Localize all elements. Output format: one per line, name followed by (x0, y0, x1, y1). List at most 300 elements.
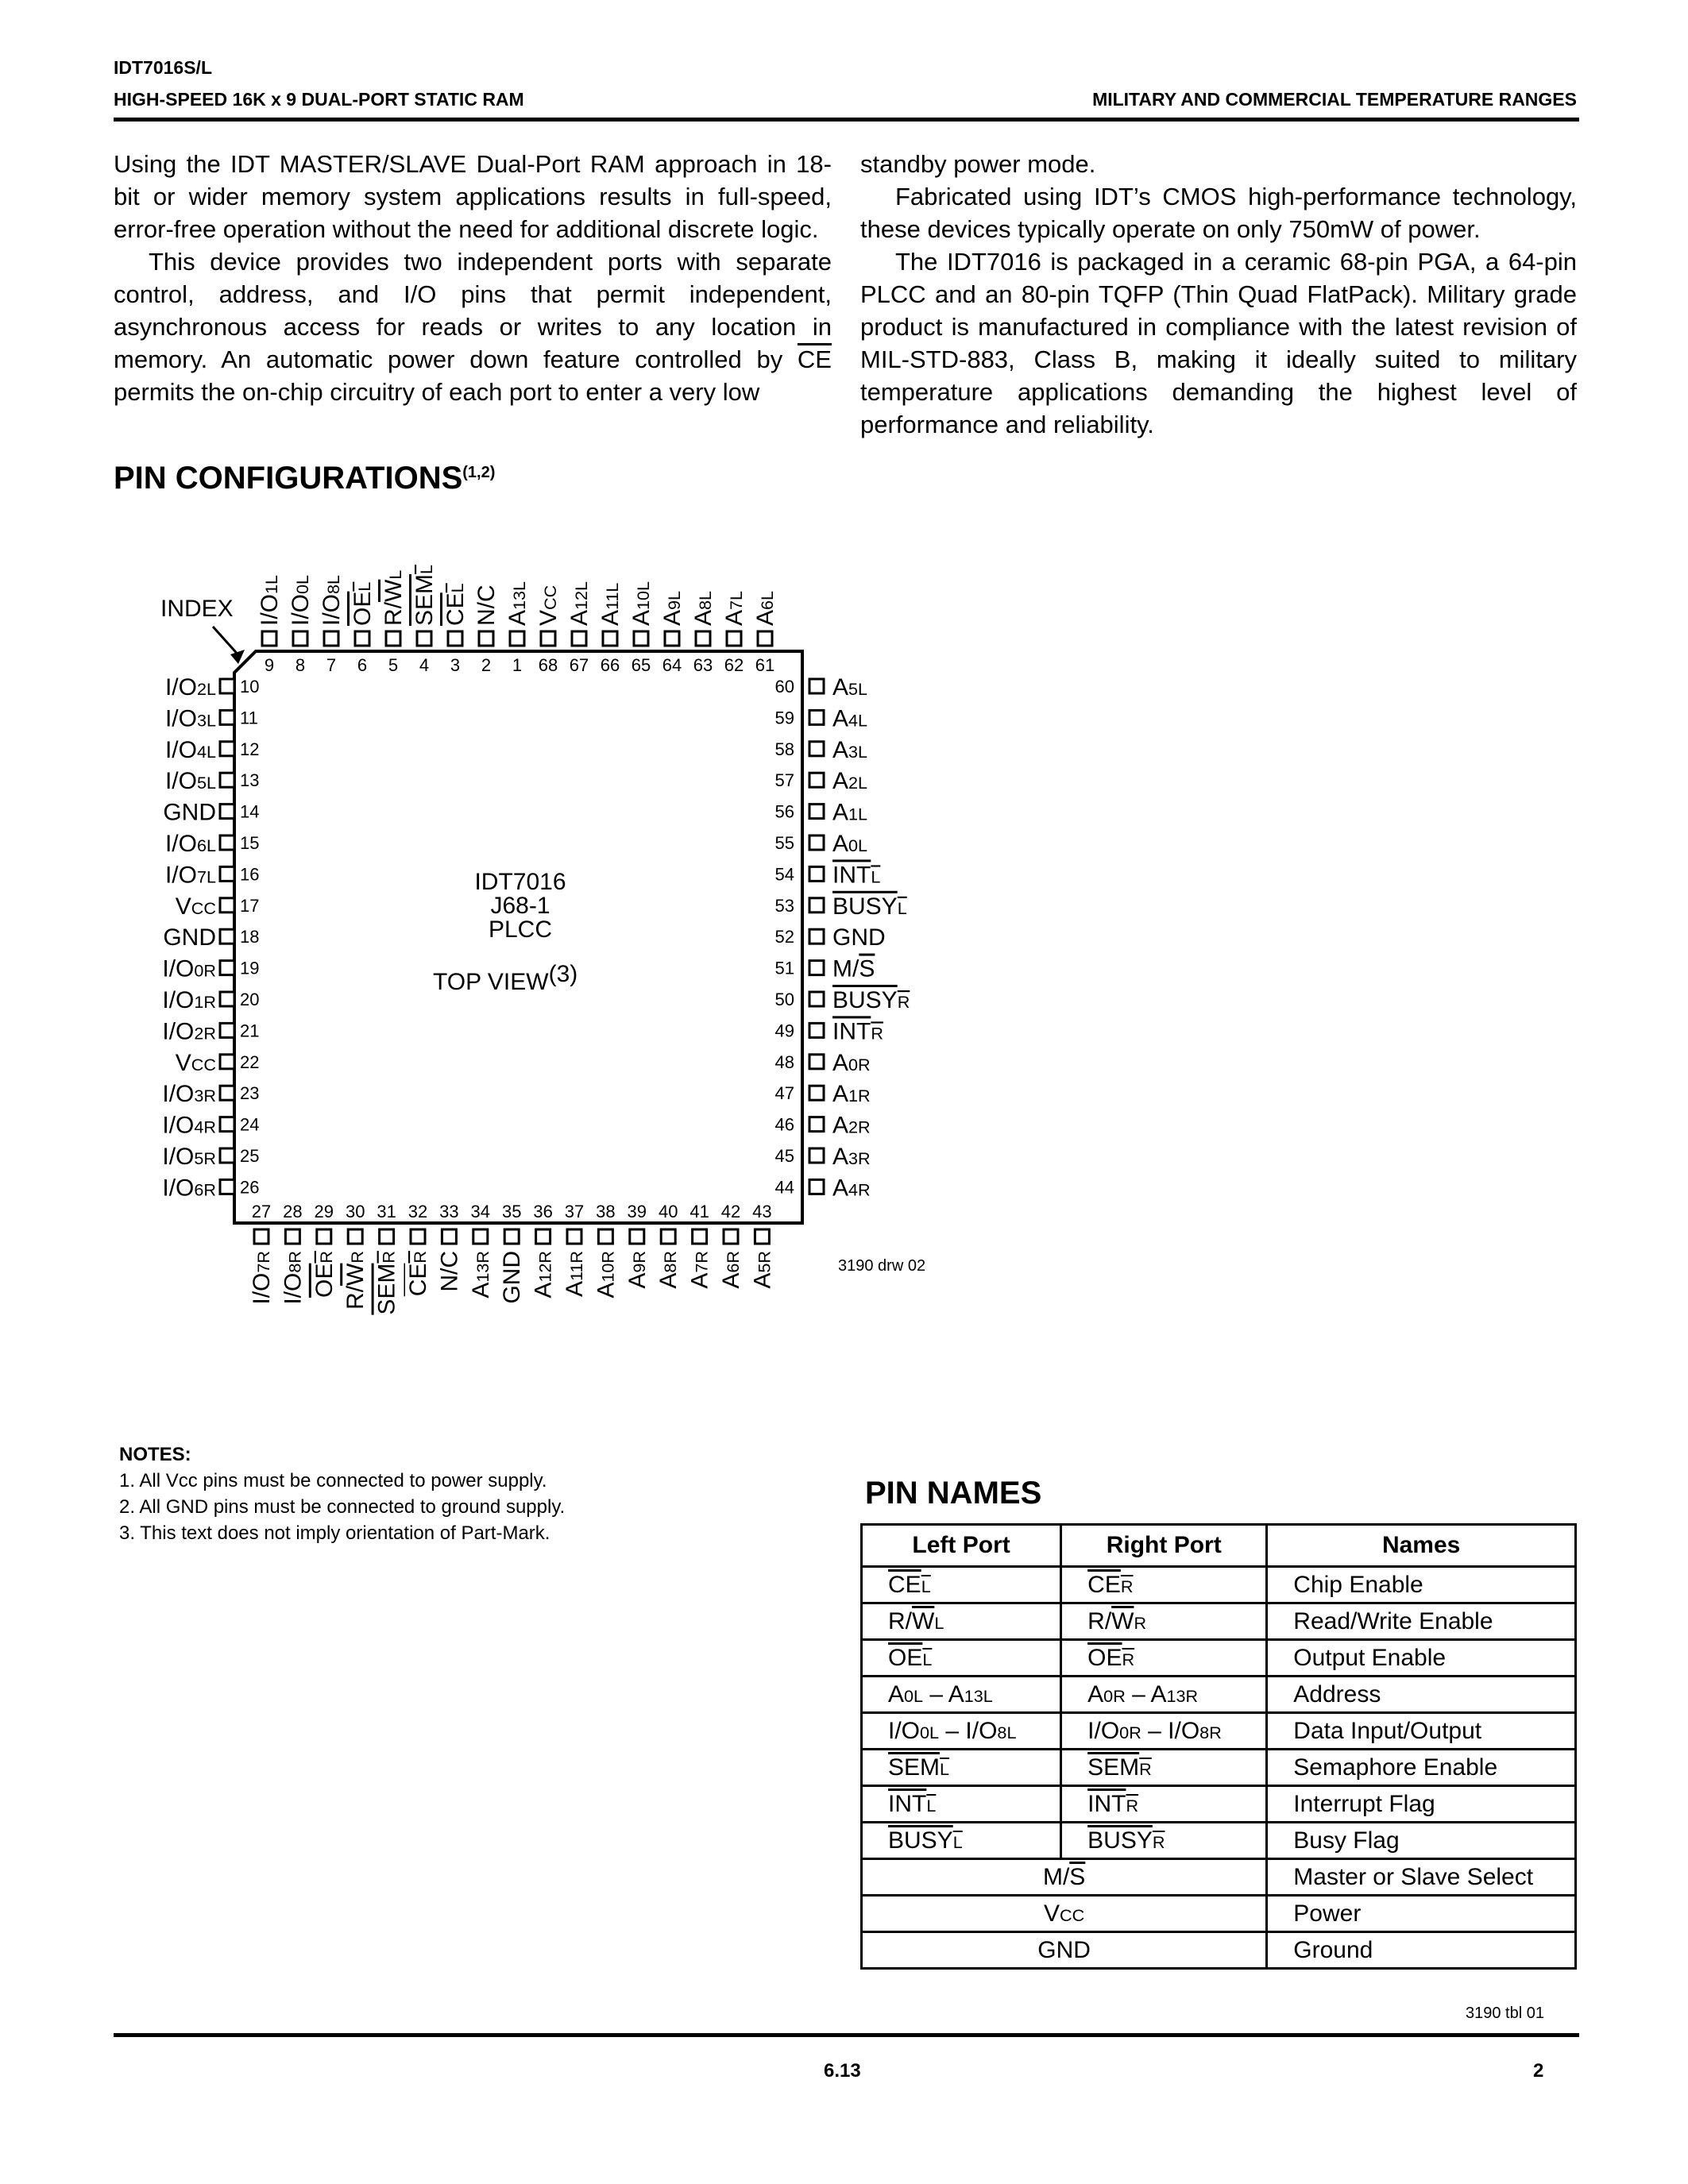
notes-title: NOTES: (119, 1444, 191, 1465)
top-pin (411, 565, 438, 675)
pin-number: 1 (512, 655, 523, 675)
pin-description: Master or Slave Select (1267, 1859, 1576, 1896)
pin-pad (220, 898, 234, 913)
pin-number: 52 (774, 927, 794, 947)
pin-label: A1R (832, 1081, 871, 1108)
pin-pad (598, 1229, 612, 1244)
pin-label: A0R (832, 1049, 871, 1076)
table-row (862, 1713, 1576, 1750)
pin-pad (536, 1229, 550, 1244)
pin-pad (386, 631, 400, 646)
pin-label: N/C (436, 1251, 463, 1292)
top-pin (752, 591, 778, 675)
pin-number: 22 (240, 1051, 260, 1072)
pin-label: SEML (411, 564, 438, 626)
right-pin (775, 800, 868, 826)
col-header: Names (1267, 1525, 1576, 1567)
left-pin (162, 956, 259, 982)
pin-number: 7 (326, 655, 337, 675)
pin-pad (809, 898, 824, 913)
pin-signal: $\overline{OE}\overline{L}$ (862, 1640, 1061, 1677)
pin-pad (603, 631, 617, 646)
pin-pad (220, 679, 234, 693)
pin-label: GND (163, 924, 216, 951)
pin-pad (809, 710, 824, 724)
pin-pad (380, 1229, 394, 1244)
paragraph: standby power mode. (860, 150, 1096, 178)
pin-signal: $\overline{INT}\overline{L}$ (862, 1786, 1061, 1823)
pin-number: 34 (470, 1202, 491, 1221)
pin-number: 66 (600, 655, 620, 675)
pin-label: R/WR (342, 1251, 369, 1310)
pin-pad (220, 1117, 234, 1132)
pin-pad (809, 773, 824, 787)
pin-label: I/O8R (280, 1251, 307, 1305)
pin-number: 50 (774, 990, 794, 1009)
pin-label: A11L (597, 582, 624, 626)
pin-number: 48 (774, 1051, 794, 1072)
pin-pad (809, 992, 824, 1006)
pin-label: I/O1R (162, 987, 216, 1013)
pin-signal: $BUSY\overline{L}$ (862, 1823, 1061, 1859)
pin-number: 19 (240, 958, 260, 978)
bottom-pin (405, 1202, 431, 1296)
pin-number: 56 (774, 801, 794, 822)
pin-signal: $\overline{OE}\overline{R}$ (1061, 1640, 1267, 1677)
pin-label: I/O5L (164, 768, 216, 795)
top-pin (597, 583, 624, 675)
pin-label: A8R (655, 1251, 682, 1289)
pin-label: A11R (562, 1251, 588, 1298)
pin-label: A3L (832, 736, 868, 763)
pin-description: Address (1267, 1677, 1576, 1713)
pin-number: 57 (774, 770, 794, 791)
table-row (862, 1603, 1576, 1640)
right-pin (775, 987, 910, 1013)
top-pin (535, 585, 562, 675)
pin-pad (317, 1229, 331, 1244)
pin-pad (727, 631, 741, 646)
pin-pad (630, 1229, 644, 1244)
pin-label: A9R (624, 1251, 651, 1289)
pin-number: 4 (419, 655, 430, 675)
pin-label: VCC (175, 893, 216, 920)
pin-pad (220, 773, 234, 787)
pin-number: 46 (774, 1114, 794, 1135)
doc-subtitle: HIGH-SPEED 16K x 9 DUAL-PORT STATIC RAM (114, 89, 524, 110)
pin-label: I/O2R (162, 1018, 216, 1045)
bottom-pin (655, 1202, 682, 1289)
table-row (862, 1750, 1576, 1786)
pin-number: 54 (774, 864, 794, 885)
bottom-pin (749, 1202, 775, 1289)
left-pin (165, 737, 260, 763)
table-row (862, 1786, 1576, 1823)
pin-signal: I/O0R – I/O8R (1061, 1713, 1267, 1750)
pin-pad (262, 631, 276, 646)
pin-number: 21 (240, 1021, 260, 1041)
pin-label: GND (832, 924, 886, 951)
pin-number: 17 (240, 895, 260, 916)
pin-number: 61 (755, 655, 775, 675)
notes (119, 1441, 565, 1546)
pin-pad (220, 866, 234, 881)
footer-section: 6.13 (824, 2060, 861, 2082)
pin-label: SEMR (373, 1251, 400, 1315)
pin-pad (510, 631, 524, 646)
pin-number: 43 (752, 1202, 772, 1221)
pin-pad (809, 835, 824, 850)
pin-pad (220, 1023, 234, 1037)
right-pin (775, 1050, 871, 1076)
pin-number: 67 (569, 655, 589, 675)
top-pin (659, 591, 686, 675)
pin-label: GND (163, 799, 216, 826)
table-row (862, 1677, 1576, 1713)
pin-signal: $\overline{CE}\overline{L}$ (862, 1567, 1061, 1603)
pin-signal: $\overline{INT}\overline{R}$ (1061, 1786, 1267, 1823)
bottom-pin (531, 1202, 557, 1298)
pin-label: GND (499, 1251, 526, 1304)
pin-pad (324, 631, 338, 646)
pin-pad (504, 1229, 519, 1244)
pin-number: 2 (481, 655, 492, 675)
pin-label: A5R (749, 1251, 776, 1289)
top-view-label: TOP VIEW(3) (433, 961, 578, 995)
table-row (862, 1932, 1576, 1969)
pin-pad (809, 805, 824, 819)
pin-pad (809, 742, 824, 756)
pin-number: 49 (774, 1021, 794, 1041)
pin-number: 45 (774, 1146, 794, 1166)
pin-label: INTL (832, 862, 881, 889)
pin-label: A10R (593, 1251, 620, 1298)
left-pin (165, 831, 260, 857)
pin-number: 41 (689, 1202, 709, 1221)
left-pin (176, 893, 260, 920)
pin-number: 16 (240, 864, 260, 885)
pin-label: N/C (473, 585, 500, 626)
pin-label: A13L (504, 581, 531, 626)
pin-pad (809, 866, 824, 881)
left-pin (162, 1018, 259, 1044)
bottom-pin (374, 1202, 400, 1315)
pin-label: I/O0L (288, 574, 314, 626)
pin-pad (809, 1023, 824, 1037)
pin-signal: $\overline{SEM}\overline{L}$ (862, 1750, 1061, 1786)
bottom-pin (593, 1202, 619, 1298)
pin-pad (254, 1229, 268, 1244)
top-pin (319, 575, 345, 675)
pin-label: A12L (566, 581, 593, 626)
pin-number: 63 (693, 655, 713, 675)
pin-signal: $\overline{CE}\overline{R}$ (1061, 1567, 1267, 1603)
pin-number: 23 (240, 1083, 260, 1104)
top-pin (257, 575, 283, 675)
pin-number: 20 (240, 990, 260, 1009)
pin-pad (293, 631, 307, 646)
pin-pad (220, 805, 234, 819)
right-pin (775, 1175, 871, 1201)
pin-pad (479, 631, 493, 646)
right-pin (775, 768, 868, 794)
right-pin (775, 705, 868, 731)
pin-label: CER (405, 1251, 431, 1297)
pin-label: CEL (442, 583, 469, 626)
pin-number: 42 (720, 1202, 741, 1221)
pin-number: 30 (345, 1202, 365, 1221)
paragraph: Fabricated using IDT’s CMOS high-performance technology, these devices typically operate on only 750mW of power. (860, 183, 1577, 243)
pin-pad (724, 1229, 738, 1244)
bottom-pin (342, 1202, 369, 1310)
pin-pad (572, 631, 586, 646)
pin-number: 18 (240, 927, 260, 947)
bottom-pin (311, 1202, 338, 1298)
pin-pad (809, 1148, 824, 1163)
pin-description: Busy Flag (1267, 1823, 1576, 1859)
pin-signal: $BUSY\overline{R}$ (1061, 1823, 1267, 1859)
doc-part-number: IDT7016S/L (114, 57, 212, 78)
pin-number: 29 (314, 1202, 334, 1221)
pin-label: A7L (721, 590, 747, 626)
right-pin (775, 862, 881, 888)
pin-number: 44 (774, 1177, 794, 1198)
pin-pad (448, 631, 462, 646)
pin-number: 37 (564, 1202, 585, 1221)
pin-pad (417, 631, 431, 646)
bottom-pin (562, 1202, 588, 1297)
pin-signal: A0R – A13R (1061, 1677, 1267, 1713)
pin-pad (809, 1055, 824, 1069)
pin-label: A6R (718, 1251, 744, 1289)
pin-label: INTR (832, 1018, 883, 1045)
pin-label: R/WL (380, 569, 407, 626)
pin-label: I/O4R (162, 1112, 216, 1139)
page-number: 2 (1533, 2060, 1544, 2082)
pin-label: A9L (659, 590, 686, 626)
top-pin (442, 583, 469, 675)
pin-label: OEL (350, 581, 376, 626)
bottom-pin (249, 1202, 275, 1305)
pin-number: 58 (774, 739, 794, 759)
pin-number: 32 (408, 1202, 428, 1221)
col-header: Left Port (862, 1525, 1061, 1567)
chip-type: PLCC (488, 916, 553, 943)
pin-label: A2L (832, 768, 868, 795)
right-pin (775, 674, 868, 700)
pin-pad (473, 1229, 488, 1244)
left-pin (176, 1050, 260, 1076)
chip-name: IDT7016 (474, 869, 566, 895)
paragraph: Using the IDT MASTER/SLAVE Dual-Port RAM approach in 18-bit or wider memory system applications results in full-speed, error-free operation without the need for additional discrete logic. (114, 150, 832, 243)
pin-label: I/O4L (164, 736, 216, 763)
bottom-pin (687, 1202, 713, 1289)
left-pin (163, 924, 259, 951)
pin-number: 65 (631, 655, 651, 675)
pin-number: 28 (283, 1202, 303, 1221)
bottom-pin (468, 1202, 494, 1298)
pin-number: 60 (774, 677, 794, 696)
pin-number: 64 (662, 655, 682, 675)
pin-label: A10L (628, 581, 655, 626)
pin-description: Semaphore Enable (1267, 1750, 1576, 1786)
chip-package: J68-1 (490, 893, 550, 919)
pin-label: I/O0R (162, 955, 216, 982)
pin-pad (809, 679, 824, 693)
table-row (862, 1859, 1576, 1896)
bottom-pin (280, 1202, 306, 1305)
right-pin (775, 893, 907, 920)
top-pin (350, 582, 376, 675)
pin-label: I/O7L (164, 862, 216, 889)
pin-signal: $R/\overline{W}R$ (1061, 1603, 1267, 1640)
pin-number: 35 (501, 1202, 522, 1221)
pin-signal: VCC (862, 1896, 1267, 1932)
pin-number: 6 (357, 655, 368, 675)
left-pin (162, 1081, 259, 1107)
pin-label: I/O7R (249, 1251, 275, 1305)
pin-pad (809, 961, 824, 975)
pin-pad (220, 742, 234, 756)
pin-label: A2R (832, 1112, 871, 1139)
pin-label: VCC (535, 585, 562, 626)
pin-pad (220, 835, 234, 850)
pin-label: A4R (832, 1175, 871, 1202)
pin-number: 38 (596, 1202, 616, 1221)
top-pin (690, 591, 717, 675)
pin-number: 25 (240, 1146, 260, 1166)
table-row (862, 1640, 1576, 1677)
pin-label: A6L (752, 590, 778, 626)
col-header: Right Port (1061, 1525, 1267, 1567)
drawing-id: 3190 drw 02 (838, 1257, 926, 1275)
pin-description: Chip Enable (1267, 1567, 1576, 1603)
left-pin (165, 862, 260, 888)
pin-number: 5 (388, 655, 399, 675)
pin-pad (634, 631, 648, 646)
bottom-pin (624, 1202, 651, 1289)
pin-pad (220, 1086, 234, 1100)
right-pin (775, 831, 868, 857)
pin-number: 68 (538, 655, 558, 675)
pin-label: A12R (530, 1251, 557, 1298)
pin-pad (541, 631, 555, 646)
table-id: 3190 tbl 01 (1466, 2005, 1544, 2022)
pin-label: I/O3R (162, 1081, 216, 1108)
table-header-row (862, 1525, 1576, 1567)
pin-number: 59 (774, 708, 794, 728)
pin-pad (758, 631, 772, 646)
pin-description: Ground (1267, 1932, 1576, 1969)
pin-number: 47 (774, 1083, 794, 1104)
pin-pad (220, 992, 234, 1006)
pin-label: BUSYL (832, 893, 907, 920)
pin-pad (809, 1179, 824, 1194)
pin-pad (809, 1086, 824, 1100)
pin-label: A13R (467, 1251, 494, 1298)
pin-signal: I/O0L – I/O8L (862, 1713, 1061, 1750)
pin-label: OER (311, 1251, 338, 1298)
pin-label: VCC (175, 1049, 216, 1076)
top-pin (288, 575, 314, 675)
pin-number: 15 (240, 833, 260, 853)
pin-number: 31 (377, 1202, 396, 1221)
top-pin (721, 591, 747, 675)
pin-number: 55 (774, 833, 794, 853)
pin-pad (411, 1229, 425, 1244)
pin-description: Output Enable (1267, 1640, 1576, 1677)
top-pin (473, 585, 500, 675)
pin-pad (285, 1229, 299, 1244)
pin-pad (755, 1229, 769, 1244)
pin-signal: GND (862, 1932, 1267, 1969)
pin-number: 9 (264, 655, 275, 675)
pin-label: I/O5R (162, 1144, 216, 1170)
pin-number: 33 (439, 1202, 459, 1221)
left-pin (165, 674, 260, 700)
note-item: 2. All GND pins must be connected to ground supply. (119, 1496, 566, 1518)
pin-label: A1L (832, 799, 868, 826)
table-row (862, 1823, 1576, 1859)
left-pin (162, 1175, 259, 1201)
left-pin (163, 800, 259, 826)
bottom-pin (436, 1202, 462, 1292)
index-label: INDEX (160, 596, 234, 622)
pin-description: Interrupt Flag (1267, 1786, 1576, 1823)
pin-pad (665, 631, 679, 646)
pin-config-title: PIN CONFIGURATIONS$^{(1,2)}$ (114, 461, 496, 496)
right-pin (775, 924, 886, 951)
pin-description: Read/Write Enable (1267, 1603, 1576, 1640)
pin-number: 24 (240, 1114, 260, 1135)
footer-rule (114, 2033, 1579, 2037)
pin-pad (693, 1229, 707, 1244)
pin-number: 62 (724, 655, 744, 675)
paragraph: The IDT7016 is packaged in a ceramic 68-pin PGA, a 64-pin PLCC and an 80-pin TQFP (Thin Quad FlatPack). Military grade product is manufactured in compliance with the latest revision of MIL-STD-883, Class B, making it ideally suited to military temperature applications demanding the highest level of performance and reliability. (860, 248, 1577, 438)
pin-label: A7R (686, 1251, 713, 1289)
pin-number: 8 (295, 655, 306, 675)
pin-pad (661, 1229, 675, 1244)
pin-pad (220, 1148, 234, 1163)
paragraph: This device provides two independent ports with separate control, address, and I/O pins that permit independent, asynchronous access for reads or writes to any location in memory. An automatic power down feature controlled by $\overline{CE}$ permits the on-chip circuitry of each port to enter a very low (114, 248, 832, 406)
pin-pad (220, 1055, 234, 1069)
pin-pad (348, 1229, 362, 1244)
pin-label: I/O6L (164, 831, 216, 857)
left-pin (162, 987, 259, 1013)
pin-pad (220, 1179, 234, 1194)
pin-label: I/O3L (164, 705, 216, 732)
right-pin (775, 956, 875, 982)
pin-label: A4L (832, 705, 868, 732)
note-item: 1. All Vcc pins must be connected to power supply. (119, 1470, 547, 1491)
pin-label: A3R (832, 1144, 871, 1170)
pin-number: 3 (450, 655, 461, 675)
top-pin (628, 581, 655, 675)
right-pin (775, 1018, 883, 1044)
pin-label: I/O6R (162, 1175, 216, 1202)
pin-names-title: PIN NAMES (865, 1476, 1042, 1511)
pin-signal: $R/\overline{W}L$ (862, 1603, 1061, 1640)
pin-pad (355, 631, 369, 646)
left-pin (165, 705, 258, 731)
pin-label: I/O2L (164, 674, 216, 700)
pin-number: 13 (240, 770, 260, 791)
bottom-pin (718, 1202, 744, 1289)
pin-number: 40 (658, 1202, 678, 1221)
pin-number: 53 (774, 895, 794, 916)
pin-label: BUSYR (832, 987, 910, 1013)
right-pin (775, 1081, 871, 1107)
